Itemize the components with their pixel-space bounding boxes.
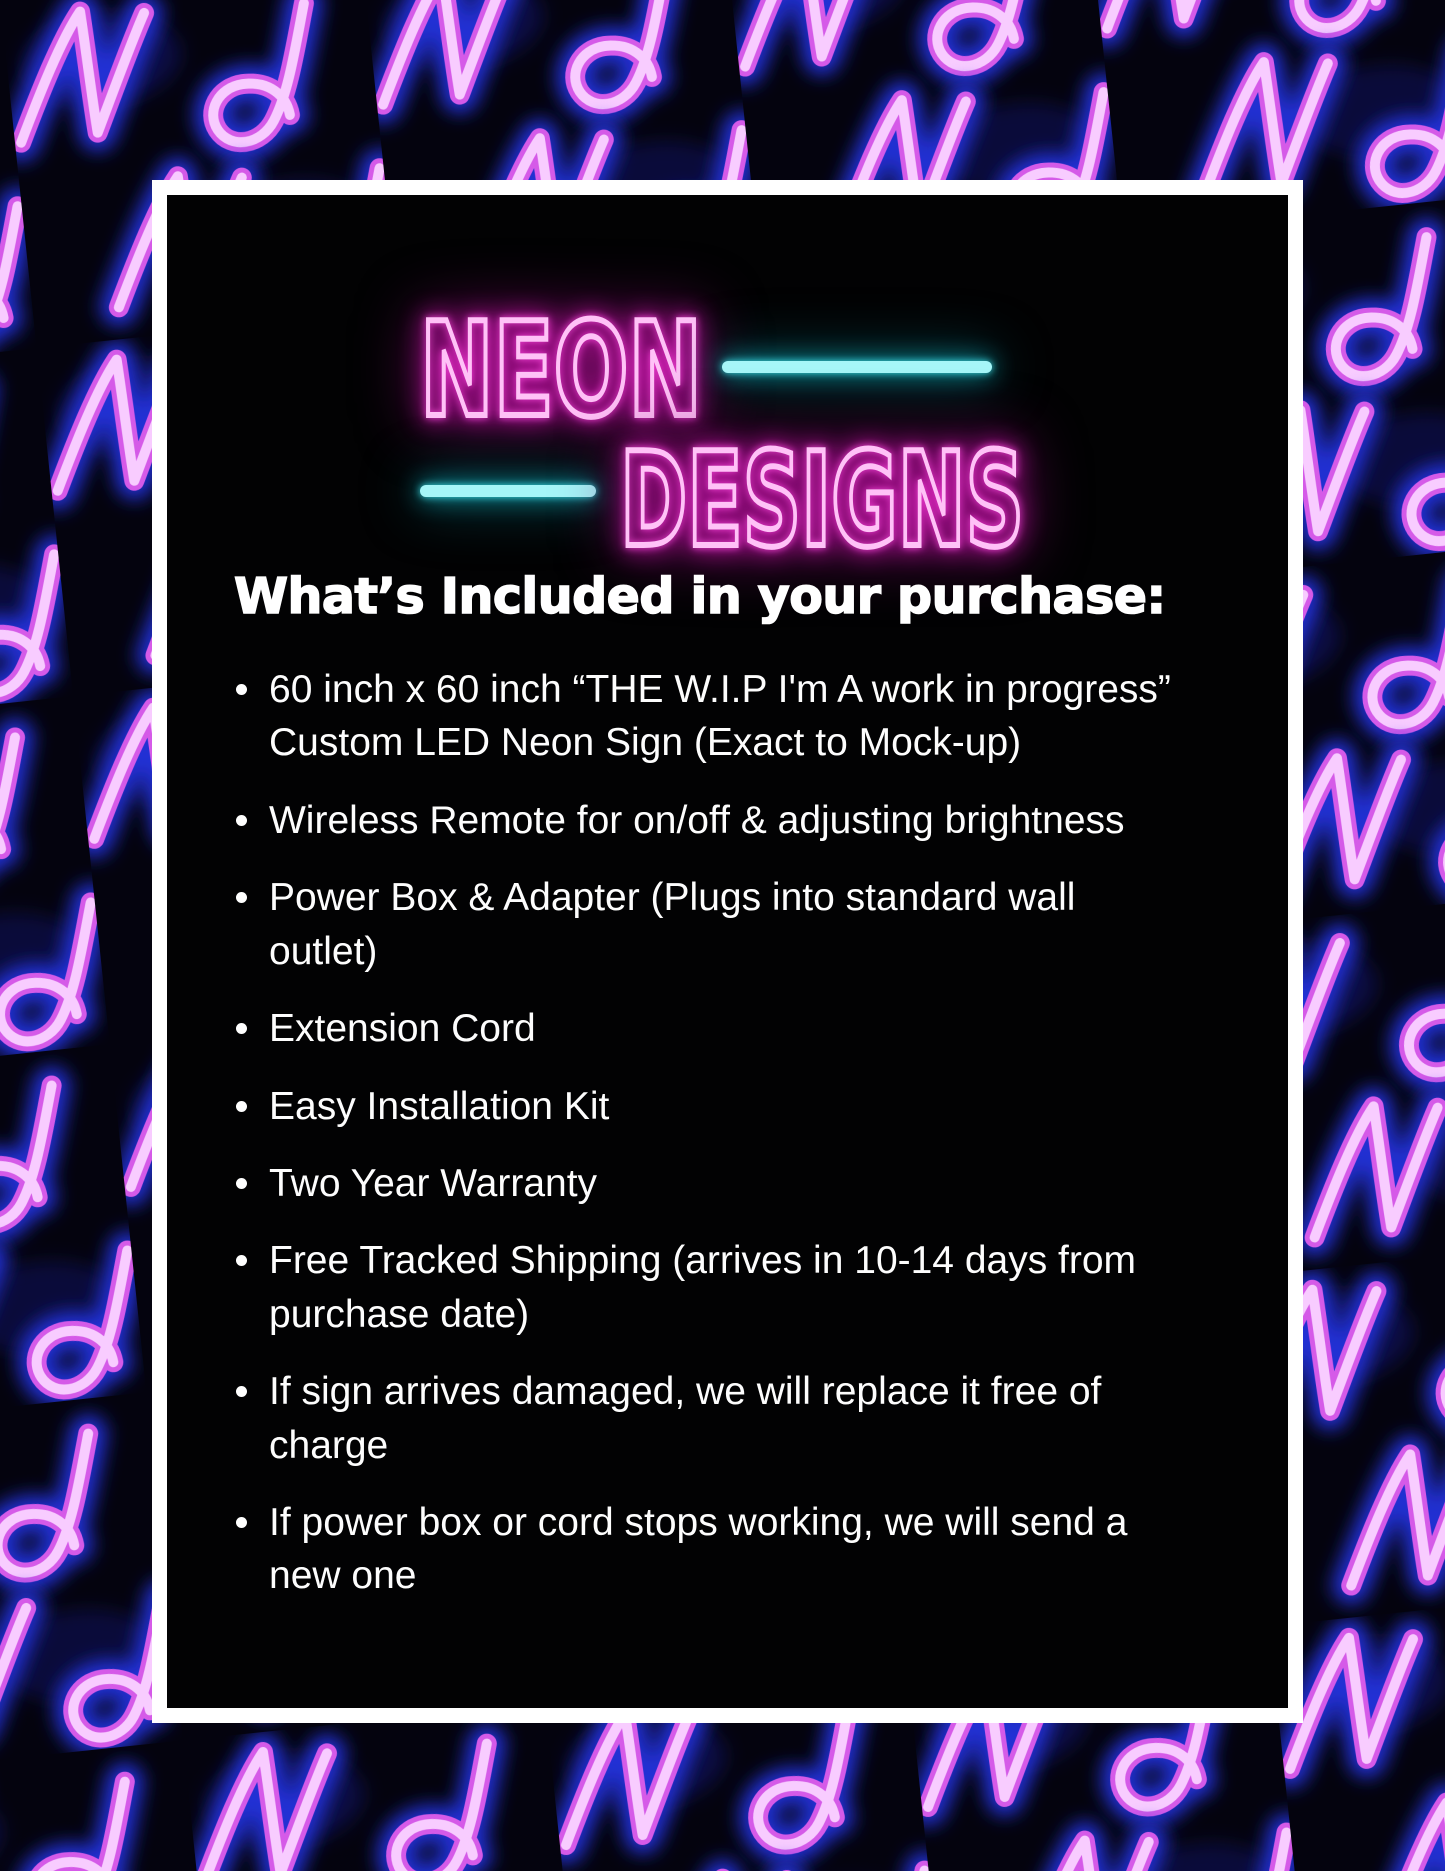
list-item: 60 inch x 60 inch “THE W.I.P I'm A work in progress” Custom LED Neon Sign (Exact to Mock-up) — [234, 663, 1189, 770]
list-item: Free Tracked Shipping (arrives in 10-14 days from purchase date) — [234, 1234, 1189, 1341]
page-title: What’s Included in your purchase: — [234, 568, 1166, 625]
list-item: If sign arrives damaged, we will replace it free of charge — [234, 1365, 1189, 1472]
logo-teal-line-right — [722, 361, 992, 373]
list-item: Two Year Warranty — [234, 1157, 1189, 1210]
list-item: Wireless Remote for on/off & adjusting brightness — [234, 794, 1189, 847]
list-item: Extension Cord — [234, 1002, 1189, 1055]
logo-word-neon: NEON — [420, 294, 702, 446]
included-items-list — [234, 663, 1189, 1603]
logo-word-designs: DESIGNS — [620, 424, 1024, 576]
neon-designs-logo — [420, 294, 1030, 576]
list-item: Power Box & Adapter (Plugs into standard wall outlet) — [234, 871, 1189, 978]
list-item: Easy Installation Kit — [234, 1080, 1189, 1133]
info-card-content — [167, 294, 1288, 1811]
info-card — [152, 180, 1303, 1723]
list-item: If power box or cord stops working, we will send a new one — [234, 1496, 1189, 1603]
logo-teal-line-left — [420, 485, 596, 497]
